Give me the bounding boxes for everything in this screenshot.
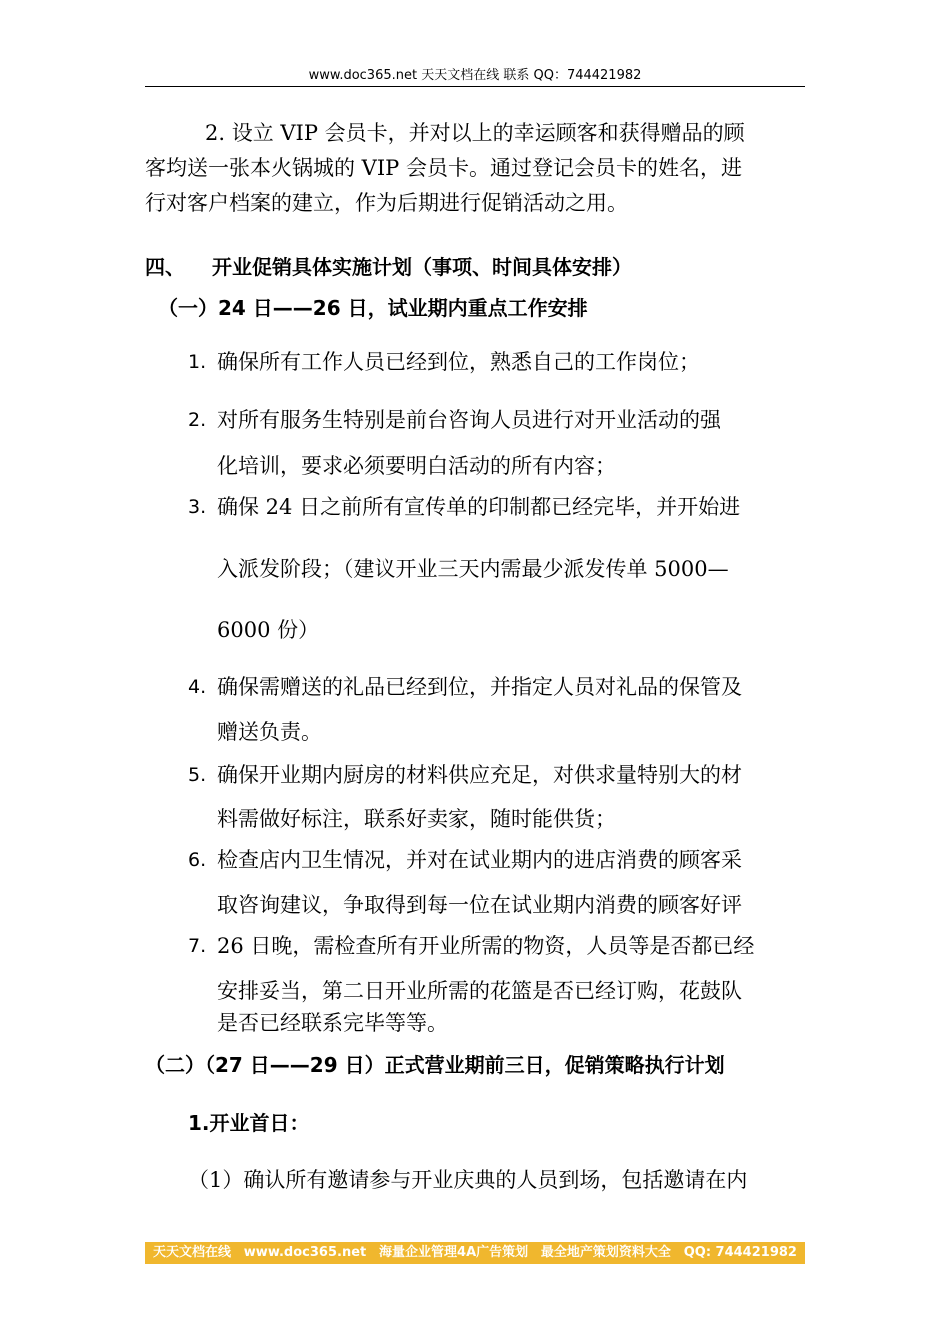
intro-line: 行对客户档案的建立，作为后期进行促销活动之用。 — [145, 191, 628, 215]
list-item-number: 2. — [188, 409, 207, 431]
footer-site-name: 天天文档在线 — [153, 1245, 232, 1260]
list-item-line: 安排妥当，第二日开业所需的花篮是否已经订购，花鼓队 — [217, 979, 742, 1003]
list-item-line: 确保开业期内厨房的材料供应充足，对供求量特别大的材 — [217, 763, 742, 787]
point-text: （1）确认所有邀请参与开业庆典的人员到场，包括邀请在内 — [188, 1168, 748, 1192]
list-item-line: 入派发阶段；（建议开业三天内需最少派发传单 5000— — [217, 557, 729, 581]
list-item-line: 26 日晚，需检查所有开业所需的物资，人员等是否都已经 — [217, 934, 755, 958]
list-item-number: 5. — [188, 764, 207, 786]
list-item-line: 化培训，要求必须要明白活动的所有内容； — [217, 454, 616, 478]
intro-line: 2. 设立 VIP 会员卡，并对以上的幸运顾客和获得赠品的顾 — [205, 121, 745, 145]
footer-qq: QQ: 744421982 — [683, 1245, 797, 1260]
footer-banner — [145, 1242, 805, 1264]
subsection-title: （二）（27 日——29 日）正式营业期前三日，促销策略执行计划 — [145, 1053, 725, 1077]
list-item-line: 料需做好标注，联系好卖家，随时能供货； — [217, 807, 616, 831]
footer-slogan: 海量企业管理4A广告策划 — [379, 1245, 529, 1260]
list-item-line: 确保需赠送的礼品已经到位，并指定人员对礼品的保管及 — [217, 675, 742, 699]
list-item-number: 3. — [188, 496, 207, 518]
list-item-number: 7. — [188, 935, 207, 957]
list-item-line: 是否已经联系完毕等等。 — [217, 1011, 448, 1035]
footer-slogan: 最全地产策划资料大全 — [540, 1245, 671, 1260]
opening-day-title: 1.开业首日： — [188, 1111, 310, 1135]
list-item-line: 取咨询建议，争取得到每一位在试业期内消费的顾客好评 — [217, 893, 742, 917]
page-header: www.doc365.net 天天文档在线 联系 QQ：744421982 — [308, 68, 642, 83]
footer-url: www.doc365.net — [243, 1245, 367, 1260]
list-item-number: 1. — [188, 351, 207, 373]
list-item-line: 确保所有工作人员已经到位，熟悉自己的工作岗位； — [217, 350, 700, 374]
intro-line: 客均送一张本火锅城的 VIP 会员卡。通过登记会员卡的姓名，进 — [145, 156, 742, 180]
list-item-number: 6. — [188, 849, 207, 871]
section-number: 四、 — [145, 255, 185, 279]
section-title: 开业促销具体实施计划（事项、时间具体安排） — [212, 255, 632, 279]
list-item-line: 赠送负责。 — [217, 720, 322, 744]
list-item-number: 4. — [188, 676, 207, 698]
list-item-line: 检查店内卫生情况，并对在试业期内的进店消费的顾客采 — [217, 848, 742, 872]
header-divider — [145, 86, 805, 87]
subsection-title: （一）24 日——26 日，试业期内重点工作安排 — [158, 296, 588, 320]
list-item-line: 对所有服务生特别是前台咨询人员进行对开业活动的强 — [217, 408, 721, 432]
list-item-line: 6000 份） — [217, 618, 320, 642]
list-item-line: 确保 24 日之前所有宣传单的印制都已经完毕，并开始进 — [217, 495, 741, 519]
